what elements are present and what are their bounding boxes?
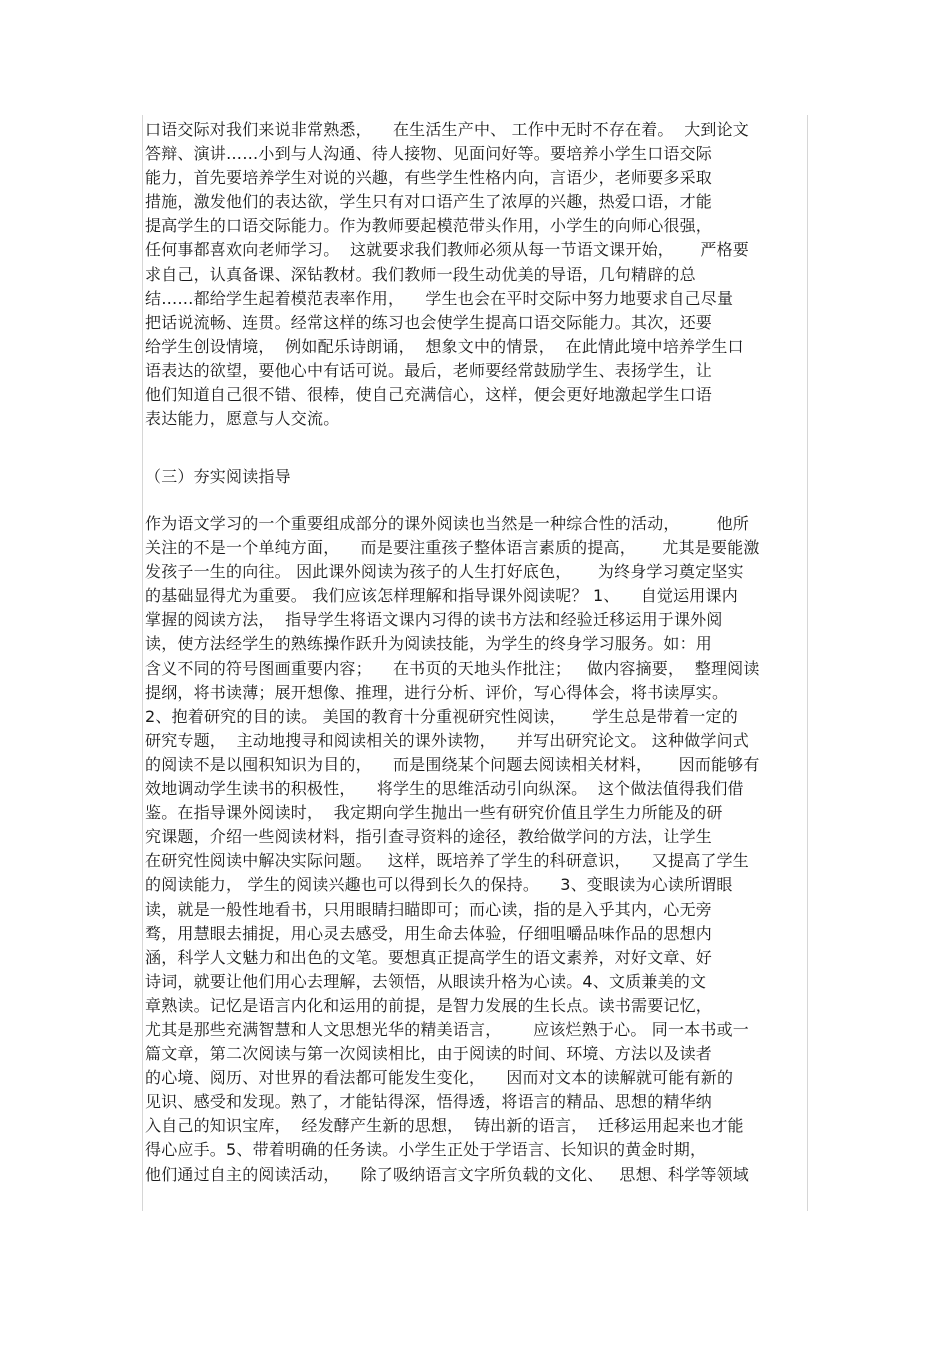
- text-line: 读，就是一般性地看书，只用眼睛扫瞄即可；而心读，指的是入乎其内，心无旁: [145, 899, 713, 919]
- text-line: 在研究性阅读中解决实际问题。 这样，既培养了学生的科研意识， 又提高了学生: [145, 851, 750, 871]
- text-line: 含义不同的符号图画重要内容； 在书页的天地头作批注； 做内容摘要， 整理阅读: [145, 658, 760, 678]
- text-line: 他们知道自己很不错、很棒，使自己充满信心，这样，便会更好地激起学生口语: [145, 385, 713, 405]
- text-line: 得心应手。5、带着明确的任务读。小学生正处于学语言、长知识的黄金时期，: [145, 1140, 707, 1160]
- text-line: 答辩、演讲……小到与人沟通、待人接物、见面问好等。要培养小学生口语交际: [145, 144, 713, 164]
- text-line: 求自己，认真备课、深钻教材。我们教师一段生动优美的导语，几句精辟的总: [145, 264, 696, 284]
- text-line: 章熟读。记忆是语言内化和运用的前提，是智力发展的生长点。读书需要记忆，: [145, 995, 713, 1015]
- section-heading: [145, 465, 807, 489]
- text-line: 提纲，将书读薄；展开想像、推理，进行分析、评价，写心得体会，将书读厚实。: [145, 682, 729, 702]
- text-line: 语表达的欲望，要他心中有话可说。最后，老师要经常鼓励学生、表扬学生，让: [145, 360, 713, 380]
- text-line: 尤其是那些充满智慧和人文思想光华的精美语言， 应该烂熟于心。 同一本书或一: [145, 1019, 750, 1039]
- heading-text: （三）夯实阅读指导: [145, 467, 291, 486]
- paragraph-reading-guidance: [145, 512, 807, 1187]
- text-line: 表达能力，愿意与人交流。: [145, 409, 340, 429]
- text-line: 结……都给学生起着模范表率作用， 学生也会在平时交际中努力地要求自己尽量: [145, 288, 734, 308]
- text-line: 能力，首先要培养学生对说的兴趣，有些学生性格内向，言语少，老师要多采取: [145, 168, 713, 188]
- text-line: 骛，用慧眼去捕捉，用心灵去感受，用生命去体验，仔细咀嚼品味作品的思想内: [145, 923, 713, 943]
- text-line: 诗词，就要让他们用心去理解，去领悟，从眼读升格为心读。4、文质兼美的文: [145, 971, 707, 991]
- text-line: 措施，激发他们的表达欲，学生只有对口语产生了浓厚的兴趣，热爱口语，才能: [145, 192, 713, 212]
- text-line: 入自己的知识宝库， 经发酵产生新的思想， 铸出新的语言， 迁移运用起来也才能: [145, 1116, 744, 1136]
- text-line: 发孩子一生的向往。 因此课外阅读为孩子的人生打好底色， 为终身学习奠定坚实: [145, 562, 744, 582]
- text-line: 任何事都喜欢向老师学习。 这就要求我们教师必须从每一节语文课开始， 严格要: [145, 240, 750, 260]
- text-line: 他们通过自主的阅读活动， 除了吸纳语言文字所负载的文化、 思想、科学等领域: [145, 1164, 750, 1184]
- text-line: 研究专题， 主动地搜寻和阅读相关的课外读物， 并写出研究论文。 这种做学问式: [145, 730, 750, 750]
- text-line: 提高学生的口语交际能力。作为教师要起模范带头作用，小学生的向师心很强，: [145, 216, 713, 236]
- text-line: 篇文章，第二次阅读与第一次阅读相比，由于阅读的时间、环境、方法以及读者: [145, 1044, 713, 1064]
- text-line: 作为语文学习的一个重要组成部分的课外阅读也当然是一种综合性的活动， 他所: [145, 514, 750, 533]
- text-line: 的阅读能力， 学生的阅读兴趣也可以得到长久的保持。 3、变眼读为心读所谓眼: [145, 875, 733, 895]
- text-line: 口语交际对我们来说非常熟悉， 在生活生产中、 工作中无时不存在着。 大到论文: [145, 120, 750, 139]
- text-line: 的心境、阅历、对世界的看法都可能发生变化， 因而对文本的读解就可能有新的: [145, 1068, 734, 1088]
- paragraph-oral-communication: [145, 118, 807, 431]
- text-line: 读，使方法经学生的熟练操作跃升为阅读技能，为学生的终身学习服务。如：用: [145, 634, 713, 654]
- text-line: 给学生创设情境， 例如配乐诗朗诵， 想象文中的情景， 在此情此境中培养学生口: [145, 336, 744, 356]
- text-line: 掌握的阅读方法， 指导学生将语文课内习得的读书方法和经验迁移运用于课外阅: [145, 610, 723, 630]
- text-line: 鉴。在指导课外阅读时， 我定期向学生抛出一些有研究价值且学生力所能及的研: [145, 803, 723, 823]
- text-line: 效地调动学生读书的积极性， 将学生的思维活动引向纵深。 这个做法值得我们借: [145, 779, 744, 799]
- text-line: 见识、感受和发现。熟了，才能钻得深，悟得透，将语言的精品、思想的精华纳: [145, 1092, 713, 1112]
- text-line: 的基础显得尤为重要。 我们应该怎样理解和指导课外阅读呢？ 1、 自觉运用课内: [145, 586, 738, 606]
- text-line: 2、抱着研究的目的读。 美国的教育十分重视研究性阅读， 学生总是带着一定的: [145, 706, 738, 726]
- text-line: 涵，科学人文魅力和出色的文笔。要想真正提高学生的语文素养，对好文章、好: [145, 947, 713, 967]
- text-line: 的阅读不是以囤积知识为目的， 而是围绕某个问题去阅读相关材料， 因而能够有: [145, 754, 760, 774]
- text-line: 究课题，介绍一些阅读材料，指引查寻资料的途径，教给做学问的方法，让学生: [145, 827, 713, 847]
- text-line: 把话说流畅、连贯。经常这样的练习也会使学生提高口语交际能力。其次，还要: [145, 312, 713, 332]
- text-line: 关注的不是一个单纯方面， 而是要注重孩子整体语言素质的提高， 尤其是要能激: [145, 538, 760, 558]
